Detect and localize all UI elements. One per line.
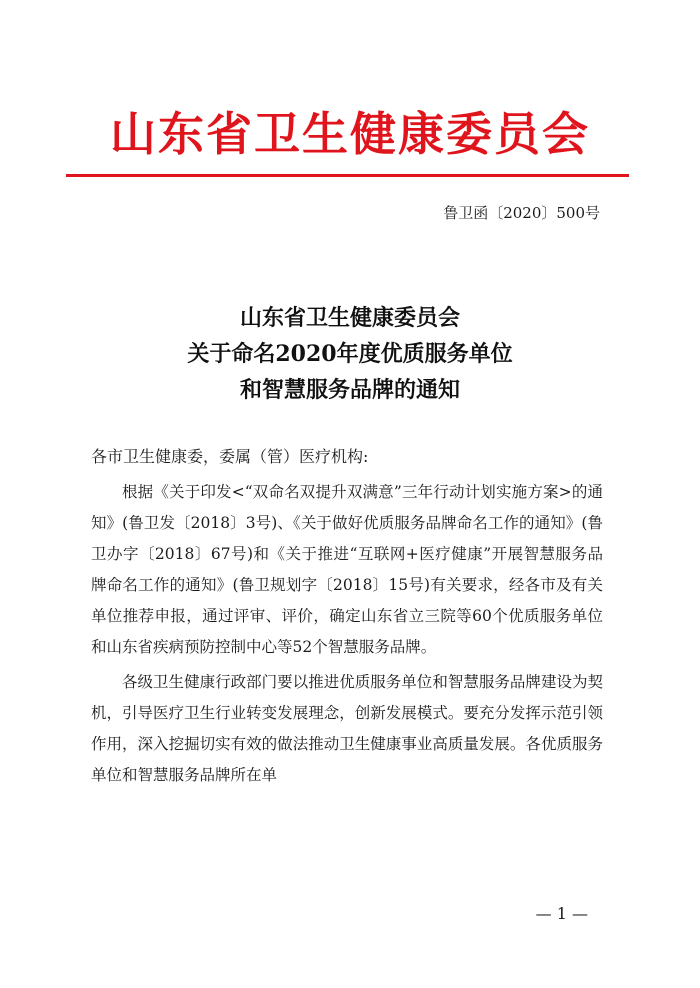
- page-number: — 1 —: [535, 904, 588, 923]
- body-text: [91, 477, 603, 791]
- document-number: 鲁卫函〔2020〕500号: [443, 204, 600, 222]
- title-line-1: 山东省卫生健康委员会: [239, 305, 460, 331]
- title-line-2: 关于命名2020年度优质服务单位: [187, 341, 513, 367]
- letterhead-org-name: 山东省卫生健康委员会: [110, 107, 590, 161]
- body-paragraph-1: 根据《关于印发<“双命名双提升双满意”三年行动计划实施方案>的通知》(鲁卫发〔2018〕3号)、《关于做好优质服务品牌命名工作的通知》(鲁卫办字〔2018〕67号)和《关于推进“互联网+医疗健康”开展智慧服务品牌命名工作的通知》(鲁卫规划字〔2018〕15号)有关要求，经各市及有关单位推荐申报，通过评审、评价，确定山东省立三院等60个优质服务单位和山东省疾病预防控制中心等52个智慧服务品牌。: [91, 483, 603, 656]
- document-title: [0, 300, 700, 408]
- body-paragraph-2: 各级卫生健康行政部门要以推进优质服务单位和智慧服务品牌建设为契机，引导医疗卫生行业转变发展理念，创新发展模式。要充分发挥示范引领作用，深入挖掘切实有效的做法推动卫生健康事业高质量发展。各优质服务单位和智慧服务品牌所在单: [91, 673, 603, 784]
- addressee: 各市卫生健康委，委属（管）医疗机构:: [91, 447, 369, 466]
- letterhead-red-rule: [66, 174, 629, 177]
- title-line-3: 和智慧服务品牌的通知: [239, 377, 460, 403]
